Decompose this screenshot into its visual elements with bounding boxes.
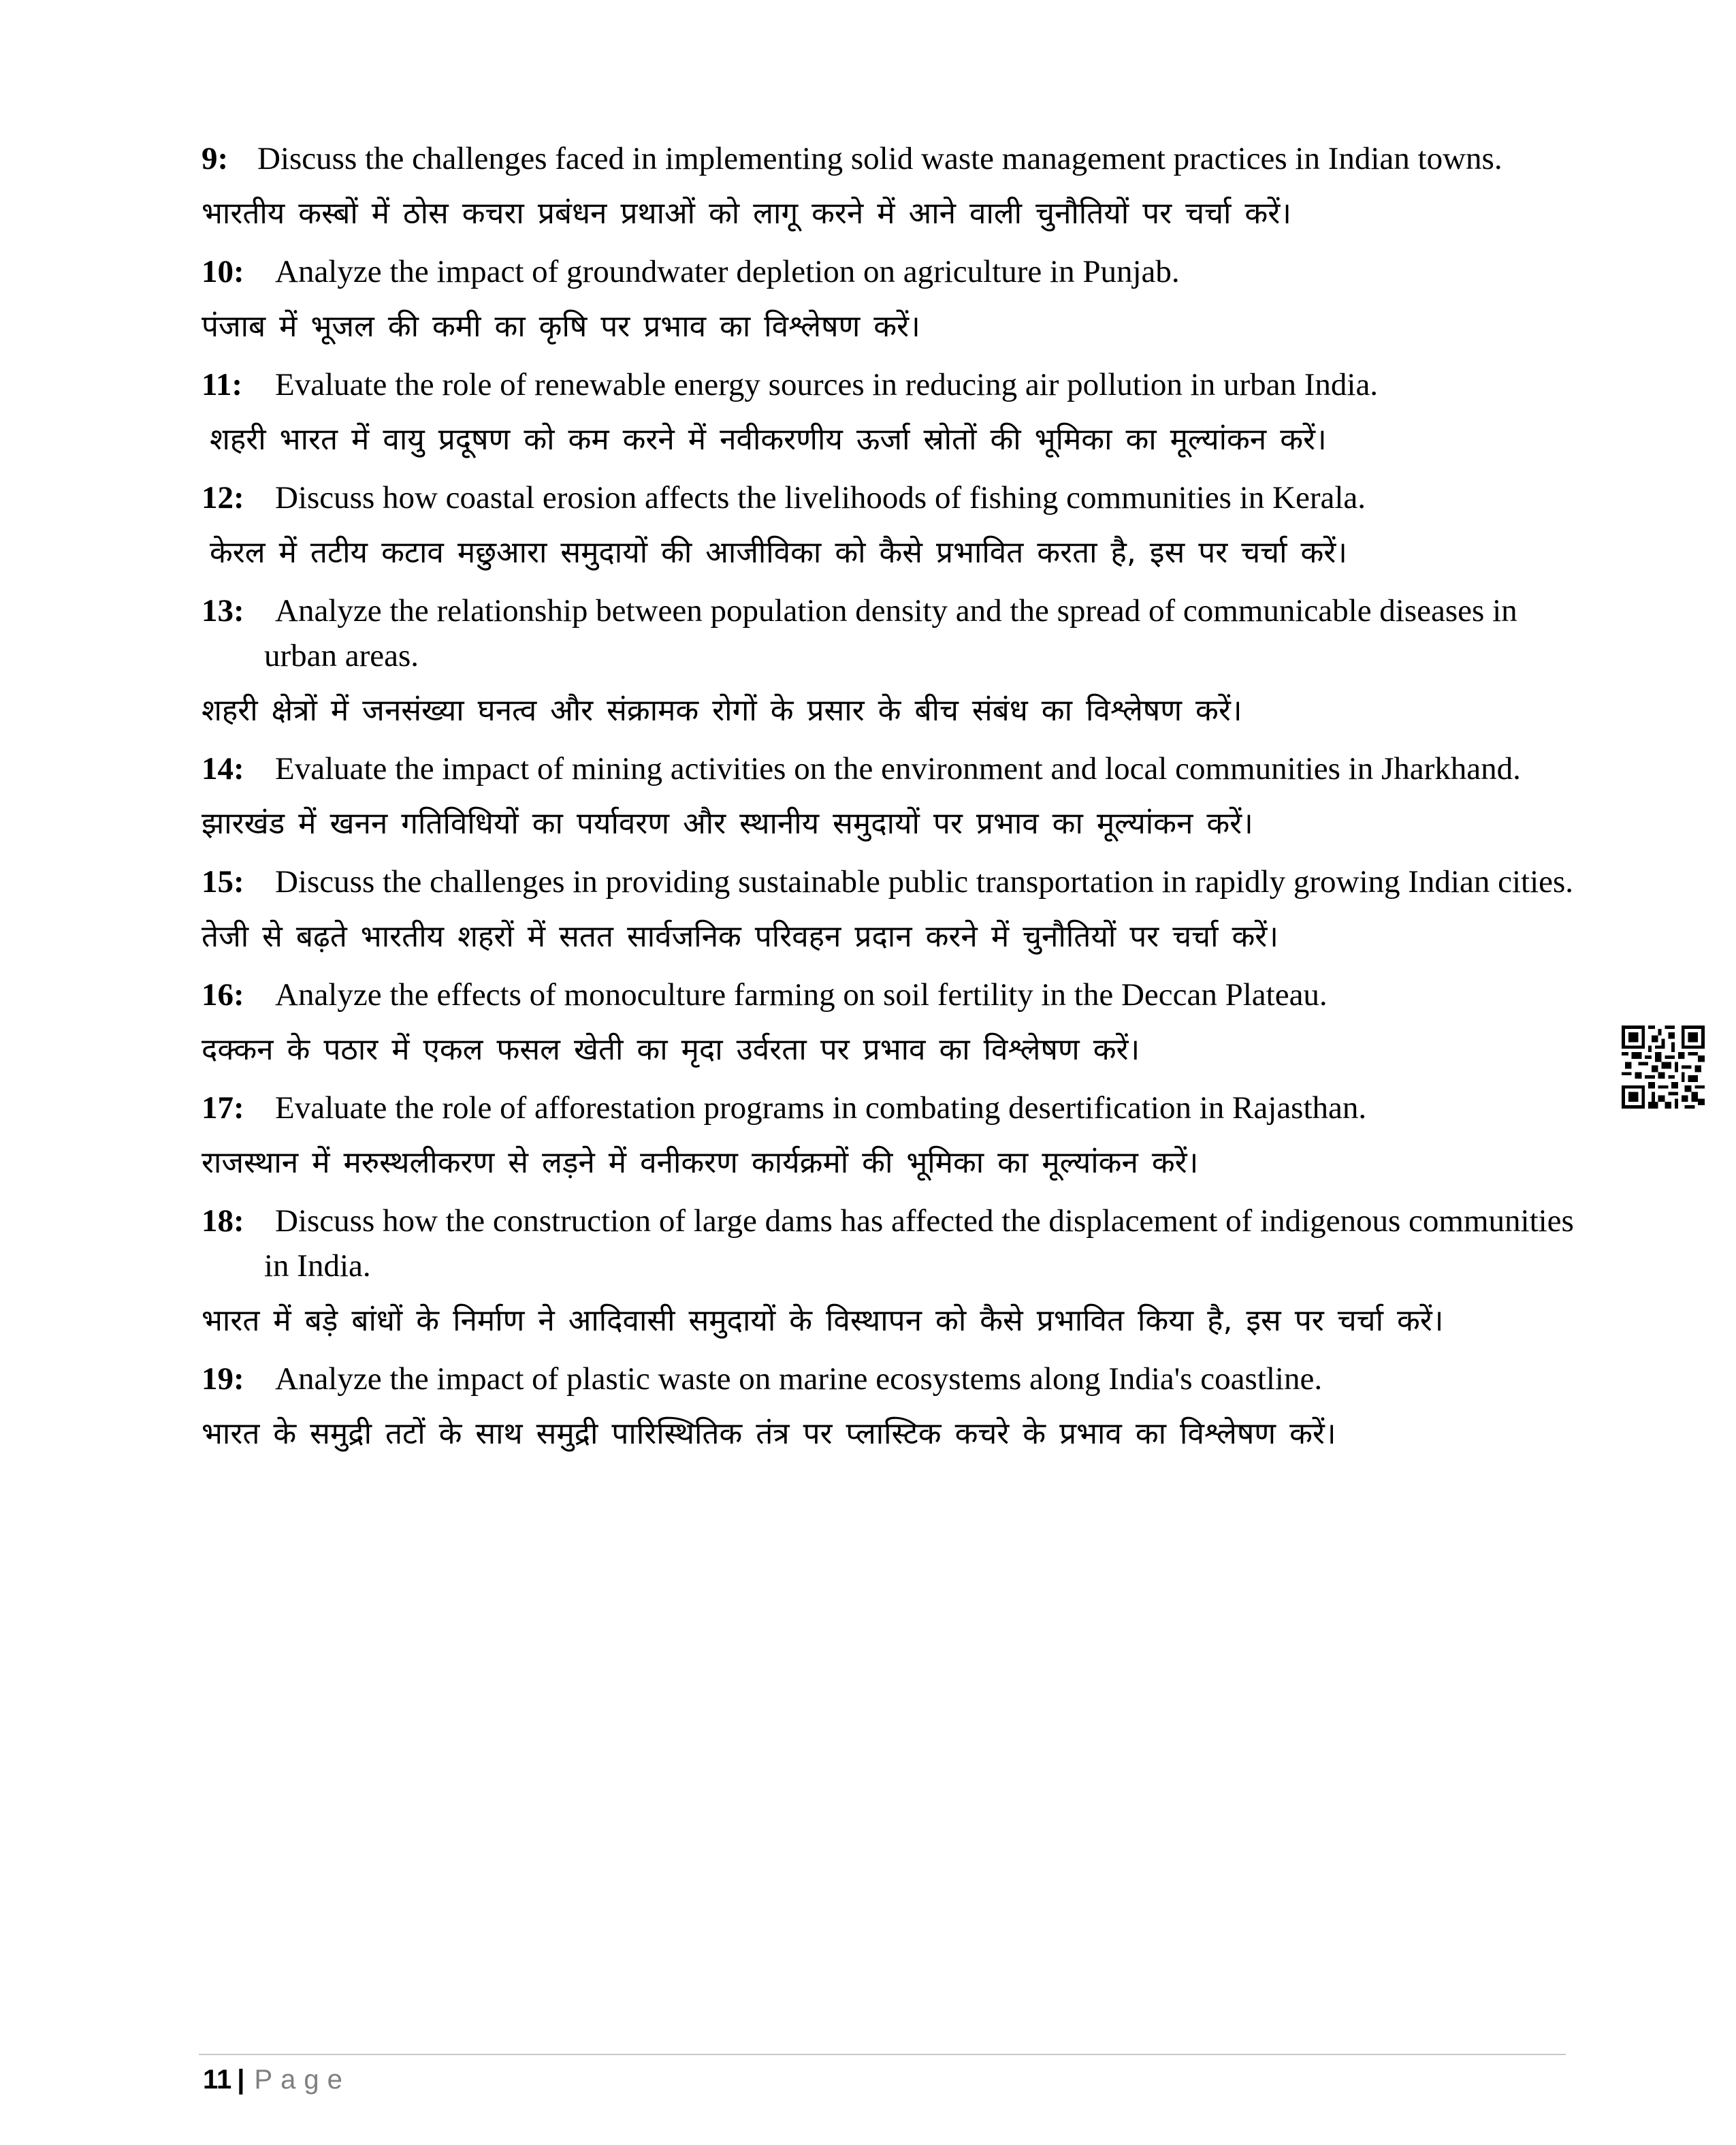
question-text-hi: केरल में तटीय कटाव मछुआरा समुदायों की आजीविका को कैसे प्रभावित करता है, इस पर चर्चा करें।	[210, 535, 1347, 570]
question-text-en: Evaluate the impact of mining activities on the environment and local communities in Jharkhand.	[275, 751, 1521, 786]
question-text-hi: शहरी भारत में वायु प्रदूषण को कम करने में नवीकरणीय ऊर्जा स्रोतों की भूमिका का मूल्यांकन करें।	[210, 422, 1327, 457]
question-number: 19:	[202, 1361, 244, 1397]
question-english	[202, 588, 1577, 678]
question-text-hi: दक्कन के पठार में एकल फसल खेती का मृदा उर्वरता पर प्रभाव का विश्लेषण करें।	[202, 1032, 1140, 1067]
question-list	[202, 136, 1577, 1469]
question-text-hi: तेजी से बढ़ते भारतीय शहरों में सतत सार्वजनिक परिवहन प्रदान करने में चुनौतियों पर चर्चा करें।	[202, 919, 1279, 954]
question-text-en: Discuss the challenges faced in implementing solid waste management practices in Indian towns.	[257, 141, 1502, 176]
question-number: 10:	[202, 254, 244, 289]
question-number: 17:	[202, 1090, 244, 1126]
question-text-en: Analyze the impact of plastic waste on marine ecosystems along India's coastline.	[275, 1361, 1323, 1397]
question-text-hi: शहरी क्षेत्रों में जनसंख्या घनत्व और संक्रामक रोगों के प्रसार के बीच संबंध का विश्लेषण करें।	[202, 693, 1242, 728]
question-text-en: Analyze the relationship between population density and the spread of communicable diseases in urban areas.	[264, 593, 1517, 673]
question-number: 13:	[202, 593, 244, 629]
question-16	[202, 972, 1577, 1083]
question-12	[202, 475, 1577, 586]
question-17	[202, 1085, 1577, 1196]
question-text-en: Discuss the challenges in providing sustainable public transportation in rapidly growing Indian cities.	[275, 864, 1574, 900]
question-text-hi: भारत में बड़े बांधों के निर्माण ने आदिवासी समुदायों के विस्थापन को कैसे प्रभावित किया है, इस पर चर्चा करें।	[202, 1303, 1444, 1338]
question-english	[202, 1085, 1577, 1130]
question-text-en: Discuss how the construction of large dams has affected the displacement of indigenous communities in India.	[264, 1203, 1574, 1284]
question-number: 14:	[202, 751, 244, 786]
question-english	[202, 136, 1577, 181]
question-18	[202, 1198, 1577, 1354]
question-number: 15:	[202, 864, 244, 900]
footer-separator: |	[237, 2065, 245, 2095]
question-text-hi: झारखंड में खनन गतिविधियों का पर्यावरण और स्थानीय समुदायों पर प्रभाव का मूल्यांकन करें।	[202, 806, 1253, 841]
footer-divider	[199, 2054, 1566, 2055]
question-english	[202, 249, 1577, 294]
question-text-en: Evaluate the role of renewable energy sources in reducing air pollution in urban India.	[275, 367, 1379, 402]
question-9	[202, 136, 1577, 247]
question-text-hi: राजस्थान में मरुस्थलीकरण से लड़ने में वनीकरण कार्यक्रमों की भूमिका का मूल्यांकन करें।	[202, 1145, 1199, 1180]
page-label: Page	[254, 2065, 351, 2095]
question-15	[202, 859, 1577, 970]
question-number: 16:	[202, 977, 244, 1013]
question-english	[202, 1356, 1577, 1401]
question-13	[202, 588, 1577, 744]
question-number: 18:	[202, 1203, 244, 1239]
question-text-en: Discuss how coastal erosion affects the livelihoods of fishing communities in Kerala.	[275, 480, 1366, 515]
question-text-en: Evaluate the role of afforestation programs in combating desertification in Rajasthan.	[275, 1090, 1367, 1126]
question-english	[202, 972, 1577, 1017]
question-text-hi: भारत के समुद्री तटों के साथ समुद्री पारिस्थितिक तंत्र पर प्लास्टिक कचरे के प्रभाव का विश्लेषण करें।	[202, 1416, 1336, 1451]
question-19	[202, 1356, 1577, 1467]
page-footer	[203, 2061, 351, 2099]
question-10	[202, 249, 1577, 360]
question-text-hi: भारतीय कस्बों में ठोस कचरा प्रबंधन प्रथाओं को लागू करने में आने वाली चुनौतियों पर चर्चा करें।	[202, 196, 1291, 231]
question-number: 11:	[202, 367, 243, 402]
question-english	[202, 362, 1577, 407]
question-text-hi: पंजाब में भूजल की कमी का कृषि पर प्रभाव का विश्लेषण करें।	[202, 309, 920, 344]
question-11	[202, 362, 1577, 473]
page-number: 11	[203, 2065, 232, 2095]
question-number: 9:	[202, 141, 229, 176]
question-14	[202, 746, 1577, 857]
question-english	[202, 859, 1577, 904]
question-number: 12:	[202, 480, 244, 515]
question-english	[202, 1198, 1577, 1288]
question-english	[202, 475, 1577, 520]
question-text-en: Analyze the effects of monoculture farming on soil fertility in the Deccan Plateau.	[275, 977, 1328, 1013]
qr-code-icon[interactable]	[1622, 1026, 1705, 1109]
question-english	[202, 746, 1577, 791]
question-text-en: Analyze the impact of groundwater depletion on agriculture in Punjab.	[275, 254, 1180, 289]
